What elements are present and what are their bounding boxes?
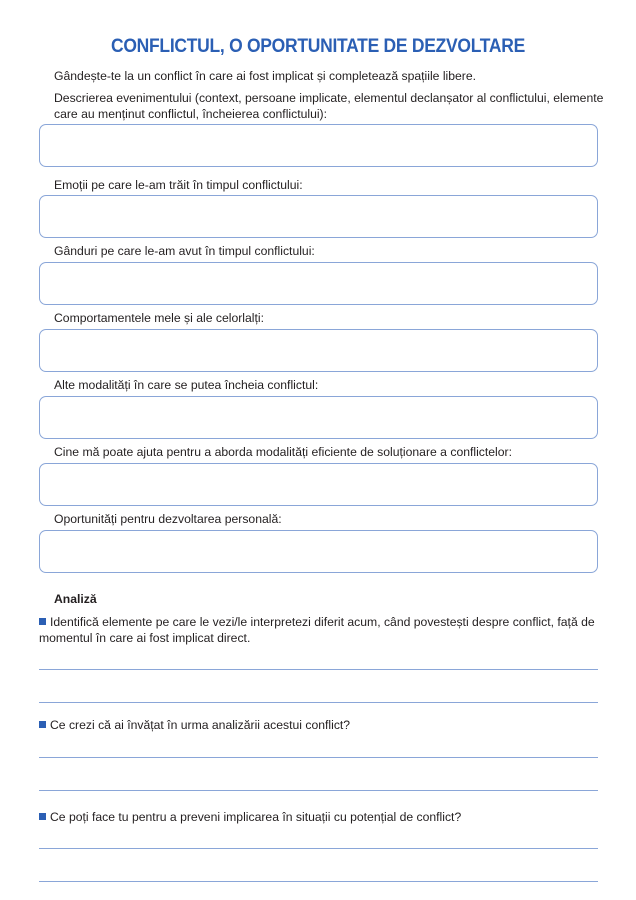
analysis-heading: Analiză (54, 592, 97, 606)
analysis-question-1-text: Identifică elemente pe care le vezi/le interpretezi diferit acum, când povestești despre conflict, față de momentul în care ai fost implicat direct. (39, 615, 595, 645)
analysis-question-1 (39, 614, 599, 646)
bullet-square-icon (39, 813, 46, 820)
field-label-opportunities: Oportunități pentru dezvoltarea personală: (54, 512, 282, 526)
analysis-question-3-text: Ce poți face tu pentru a preveni implicarea în situații cu potențial de conflict? (50, 810, 462, 824)
intro-instruction: Gândește-te la un conflict în care ai fost implicat și completează spațiile libere. (54, 69, 477, 83)
analysis-question-2 (39, 717, 599, 733)
field-label-alternatives: Alte modalități în care se putea încheia conflictul: (54, 378, 319, 392)
field-box-emotions[interactable] (39, 195, 598, 238)
bullet-square-icon (39, 721, 46, 728)
field-box-behaviors[interactable] (39, 329, 598, 372)
field-label-thoughts: Gânduri pe care le-am avut în timpul conflictului: (54, 244, 315, 258)
analysis-question-2-text: Ce crezi că ai învățat în urma analizării acestui conflict? (50, 718, 351, 732)
field-label-behaviors: Comportamentele mele și ale celorlalți: (54, 311, 264, 325)
answer-line[interactable] (39, 881, 598, 882)
field-box-helpers[interactable] (39, 463, 598, 506)
page-title: CONFLICTUL, O OPORTUNITATE DE DEZVOLTARE (111, 36, 525, 57)
field-label-emotions: Emoții pe care le-am trăit în timpul conflictului: (54, 178, 303, 192)
bullet-square-icon (39, 618, 46, 625)
answer-line[interactable] (39, 790, 598, 791)
answer-line[interactable] (39, 848, 598, 849)
field-box-opportunities[interactable] (39, 530, 598, 573)
field-box-thoughts[interactable] (39, 262, 598, 305)
answer-line[interactable] (39, 757, 598, 758)
field-label-description: Descrierea evenimentului (context, persoane implicate, elementul declanșator al conflictului, elemente care au menținut conflictul, încheierea conflictului): (54, 91, 604, 121)
answer-line[interactable] (39, 702, 598, 703)
field-label-helpers: Cine mă poate ajuta pentru a aborda modalități eficiente de soluționare a conflictelor: (54, 445, 512, 459)
analysis-question-3 (39, 809, 599, 825)
answer-line[interactable] (39, 669, 598, 670)
field-box-description[interactable] (39, 124, 598, 167)
field-box-alternatives[interactable] (39, 396, 598, 439)
